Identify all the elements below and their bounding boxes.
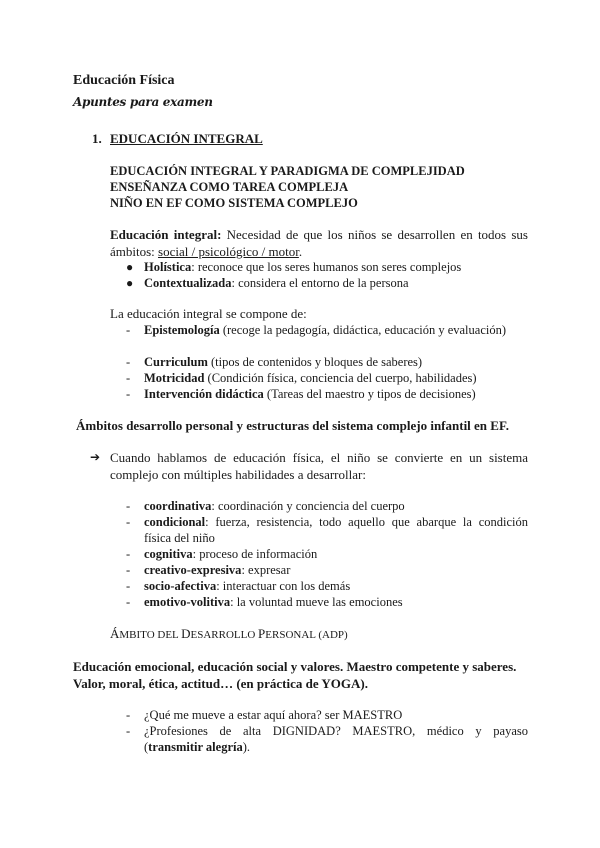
dash-icon: -	[126, 595, 131, 609]
adp-rest-d: ESARROLLO	[190, 629, 259, 641]
component-term: Curriculum	[144, 355, 208, 369]
headline-2: ENSEÑANZA COMO TAREA COMPLEJA	[110, 180, 349, 194]
question-end: ).	[242, 740, 251, 754]
dash-icon: -	[126, 515, 131, 529]
ability-term: socio-afectiva	[144, 579, 217, 593]
ability-term: emotivo-volitiva	[144, 595, 231, 609]
emocional-paragraph: Educación emocional, educación social y valores. Maestro competente y saberes. Valor, moral, ética, actitud… (en práctica de YOGA).	[73, 659, 517, 691]
ability-text: : interactuar con los demás	[216, 579, 351, 593]
ability-text: : la voluntad mueve las emociones	[230, 595, 403, 609]
compone-intro: La educación integral se compone de:	[110, 306, 307, 321]
integral-text: Necesidad de que los niños se desarrollen en todos sus ámbitos:	[110, 227, 528, 259]
dash-icon: -	[126, 579, 131, 593]
dash-icon: -	[126, 499, 131, 513]
dash-icon: -	[126, 387, 131, 401]
bullet-icon: ●	[126, 276, 134, 290]
adp-letter-p: P	[258, 626, 266, 641]
integral-areas: social / psicológico / motor	[158, 244, 299, 259]
bullet-term: Holística	[144, 260, 192, 274]
bullet-icon: ●	[126, 260, 134, 274]
ability-text: : expresar	[241, 563, 291, 577]
question-text: ¿Qué me mueve a estar aquí ahora? ser MAESTRO	[144, 708, 403, 722]
ability-term: coordinativa	[144, 499, 212, 513]
integral-end: .	[298, 244, 303, 259]
dash-icon: -	[126, 323, 131, 337]
bullet-term: Contextualizada	[144, 276, 232, 290]
adp-letter-d: D	[181, 626, 191, 641]
component-text: (Tareas del maestro y tipos de decisiones)	[263, 387, 476, 401]
dash-icon: -	[126, 724, 131, 738]
component-text: (tipos de contenidos y bloques de saberes)	[207, 355, 423, 369]
arrow-text: Cuando hablamos de educación física, el niño se convierte en un sistema complejo con múltiples habilidades a desarrollar:	[110, 450, 528, 482]
adp-rest-p: ERSONAL (ADP)	[265, 629, 348, 641]
ability-text: : coordinación y conciencia del cuerpo	[211, 499, 405, 513]
document-subtitle: Apuntes para examen	[73, 95, 213, 109]
dash-icon: -	[126, 708, 131, 722]
ability-term: cognitiva	[144, 547, 193, 561]
section-title: EDUCACIÓN INTEGRAL	[110, 131, 263, 146]
headline-1: EDUCACIÓN INTEGRAL Y PARADIGMA DE COMPLEJIDAD	[110, 164, 465, 178]
ability-term: creativo-expresiva	[144, 563, 242, 577]
dash-icon: -	[126, 355, 131, 369]
headline-3: NIÑO EN EF COMO SISTEMA COMPLEJO	[110, 196, 358, 210]
component-text: (recoge la pedagogía, didáctica, educación y evaluación)	[219, 323, 507, 337]
component-term: Epistemología	[144, 323, 220, 337]
section-heading-ambitos: Ámbitos desarrollo personal y estructuras del sistema complejo infantil en EF.	[76, 418, 509, 433]
dash-icon: -	[126, 563, 131, 577]
ability-text: : fuerza, resistencia, todo aquello que abarque la condición física del niño	[144, 515, 528, 545]
section-number: 1.	[92, 131, 102, 146]
component-term: Motricidad	[144, 371, 205, 385]
integral-definition	[110, 226, 528, 260]
arrow-right-icon: ➔	[90, 450, 101, 464]
component-text: (Condición física, conciencia del cuerpo, habilidades)	[204, 371, 477, 385]
adp-rest-a: MBITO DEL	[119, 629, 182, 641]
integral-term: Educación integral:	[110, 227, 222, 242]
dash-icon: -	[126, 371, 131, 385]
adp-letter-a: Á	[110, 626, 120, 641]
question-bold: transmitir alegría	[148, 740, 243, 754]
question-text: ¿Profesiones de alta DIGNIDAD? MAESTRO, médico y payaso (	[144, 724, 528, 754]
ability-term: condicional	[144, 515, 206, 529]
component-term: Intervención didáctica	[144, 387, 264, 401]
bullet-text: : considera el entorno de la persona	[231, 276, 409, 290]
dash-icon: -	[126, 547, 131, 561]
bullet-text: : reconoce que los seres humanos son seres complejos	[191, 260, 462, 274]
adp-heading	[110, 626, 348, 642]
ability-text: : proceso de información	[192, 547, 318, 561]
document-title: Educación Física	[73, 73, 175, 88]
